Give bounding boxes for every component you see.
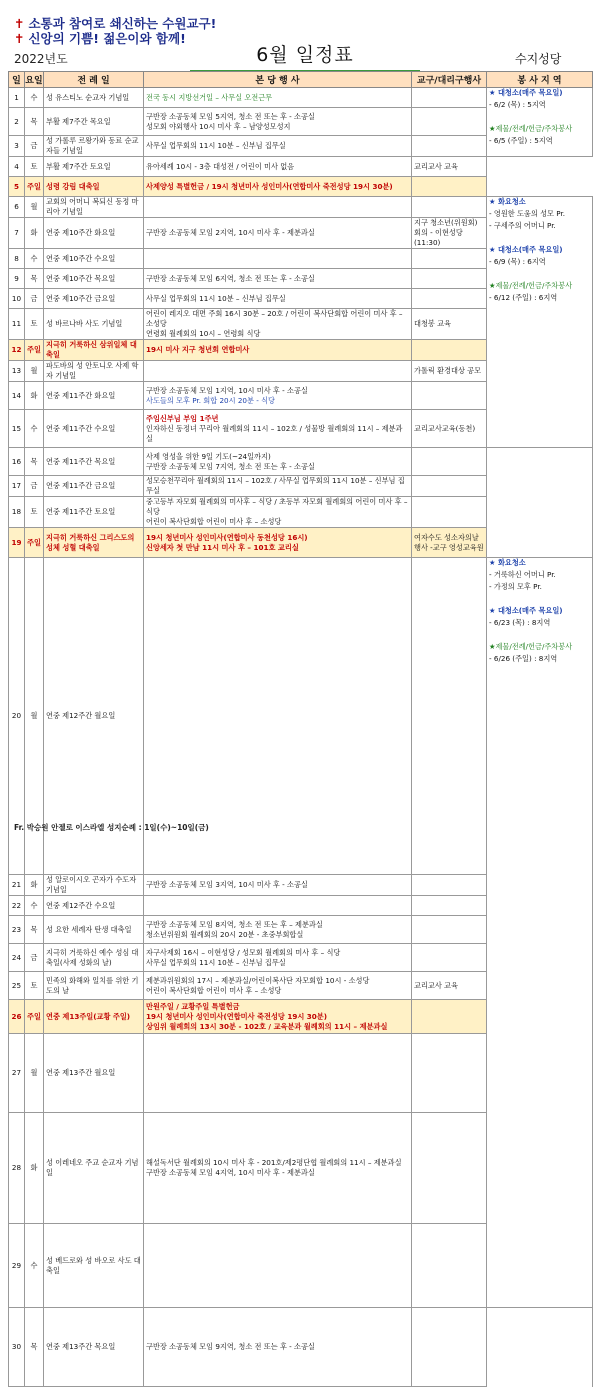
event-cell [144, 1307, 412, 1386]
weekday-cell: 화 [25, 218, 44, 249]
event-line: 청소년위원회 월례회의 20시 20분 - 초중부회합실 [146, 929, 304, 939]
event-line: 해설독서단 월례회의 10시 미사 후 - 201호/제2평단협 월례회의 11시 – 제분과실 [146, 1158, 402, 1168]
event-cell [144, 875, 412, 896]
weekday-cell: 토 [25, 972, 44, 1000]
day-cell: 29 [9, 1224, 25, 1307]
volunteer-line: ★제물/전례/헌금/주차봉사 [489, 642, 573, 651]
diocese-event-cell: 여자수도 성소자의날 행사 -교구 영성교육원 [412, 528, 487, 558]
event-line: 19시 청년미사 성인미사(연합미사 죽전성당 19시 30분) [146, 1011, 328, 1021]
liturgy-cell: 지극히 거룩하신 삼위일체 대축일 [44, 340, 144, 361]
day-cell: 4 [9, 157, 25, 177]
day-cell: 28 [9, 1113, 25, 1224]
day-cell: 22 [9, 896, 25, 916]
event-line: 구반장 소공동체 모임 3지역, 10시 미사 후 - 소공실 [146, 880, 308, 889]
table-row [9, 476, 593, 497]
column-header: 교구/대리구행사 [412, 72, 487, 88]
event-cell [144, 157, 412, 177]
liturgy-cell: 성 베드로와 성 바오로 사도 대축일 [44, 1224, 144, 1307]
liturgy-cell: 연중 제10주간 수요일 [44, 249, 144, 269]
event-cell [144, 269, 412, 289]
event-line: 구반장 소공동체 모임 8지역, 청소 전 또는 후 – 제분과실 [146, 919, 323, 929]
column-header: 본 당 행 사 [144, 72, 412, 88]
event-line: 만원주일 / 교황주일 특별헌금 [146, 1001, 240, 1011]
diocese-event-cell: 교리교사교육(동천) [412, 410, 487, 448]
weekday-cell: 목 [25, 916, 44, 944]
day-cell: 8 [9, 249, 25, 269]
liturgy-cell: 지극히 거룩하신 예수 성심 대축일(사제 성화의 날) [44, 944, 144, 972]
day-cell: 9 [9, 269, 25, 289]
event-cell [144, 972, 412, 1000]
weekday-cell: 목 [25, 448, 44, 476]
church-name: 수지성당 [515, 52, 562, 66]
table-row [9, 448, 593, 476]
footer-note: Fr. 박승원 안젤로 이스라엘 성지순례 : 1일(수)~10일(금) [14, 823, 209, 832]
volunteer-line: - 가정의 모후 Pr. [489, 582, 542, 591]
diocese-event-cell [412, 88, 487, 108]
event-line: 구반장 소공동체 모임 7지역, 청소 전 또는 후 - 소공실 [146, 461, 315, 471]
liturgy-cell: 성 이레네오 주교 순교자 기념일 [44, 1113, 144, 1224]
event-line: 전국 동시 지방선거일 – 사무실 오전근무 [146, 92, 273, 102]
day-cell: 18 [9, 497, 25, 528]
liturgy-cell: 성 바르나바 사도 기념일 [44, 309, 144, 340]
diocese-event-cell: 대청봉 교육 [412, 309, 487, 340]
volunteer-cell [487, 558, 593, 1308]
event-line: 구반장 소공동체 모임 1지역, 10시 미사 후 - 소공실 [146, 385, 308, 395]
liturgy-cell: 성 가롤루 르왕가와 동료 순교자들 기념일 [44, 136, 144, 157]
event-line: 자구사제회 16시 – 이현성당 / 성모회 월례회의 미사 후 – 식당 [146, 947, 341, 957]
weekday-cell: 월 [25, 197, 44, 218]
volunteer-line: - 구세주의 어머니 Pr. [489, 221, 556, 230]
weekday-cell: 목 [25, 269, 44, 289]
event-line: 사무실 업무회의 11시 10분 – 신부님 집무실 [146, 141, 286, 150]
table-body [9, 88, 593, 1387]
volunteer-line: ★제물/전례/헌금/주차봉사 [489, 124, 573, 133]
diocese-event-cell: 가톨릭 환경대상 공모 [412, 361, 487, 382]
table-row [9, 177, 593, 197]
table-row [9, 528, 593, 558]
event-line: 어린이 복사단회합 어린이 미사 후 – 소성당 [146, 517, 282, 526]
diocese-event-cell [412, 916, 487, 944]
event-line: 인자하신 동정녀 꾸리아 월례회의 11시 – 102호 / 성물방 월례회의 11시 – 제분과실 [146, 423, 403, 443]
column-header: 전 례 일 [44, 72, 144, 88]
volunteer-line: - 거룩하신 어머니 Pr. [489, 570, 556, 579]
event-cell [144, 944, 412, 972]
event-line: 구반장 소공동체 모임 2지역, 10시 미사 후 - 제분과실 [146, 228, 315, 237]
event-line: 어린이 레지오 대면 주회 16시 30분 – 20호 / 어린이 복사단회합 어린이 미사 후 – 소성당 [146, 309, 403, 328]
weekday-cell: 월 [25, 558, 44, 875]
event-line: 신앙세자 첫 만남 11시 미사 후 – 101호 교리실 [146, 542, 299, 552]
weekday-cell: 주일 [25, 340, 44, 361]
event-line: 사무실 업무회의 11시 10분 – 신부님 집무실 [146, 293, 286, 303]
slogan-2 [14, 29, 186, 47]
weekday-cell: 월 [25, 361, 44, 382]
day-cell: 24 [9, 944, 25, 972]
event-line: 19시 청년미사 성인미사(연합미사 동천성당 16시) [146, 532, 308, 542]
day-cell: 26 [9, 1000, 25, 1034]
event-line: 유아세례 10시 - 3층 대성전 / 어린이 미사 없음 [146, 161, 295, 171]
diocese-event-cell [412, 896, 487, 916]
weekday-cell: 수 [25, 410, 44, 448]
diocese-event-cell: 지구 청소년(위원회) 회의 - 이현성당(11:30) [412, 218, 487, 249]
day-cell: 16 [9, 448, 25, 476]
event-line: 중고등부 자모회 월례회의 미사후 – 식당 / 초등부 자모회 월례회의 어린이 미사 후 – 식당 [146, 497, 408, 516]
day-cell: 13 [9, 361, 25, 382]
slogan-2-text: 신앙의 기쁨! 젊은이와 함께! [28, 31, 186, 46]
event-line: 사무실 업무회의 11시 10분 – 신부님 집무실 [146, 957, 286, 967]
diocese-event-cell [412, 1000, 487, 1034]
day-cell: 15 [9, 410, 25, 448]
diocese-event-cell [412, 177, 487, 197]
weekday-cell: 목 [25, 1307, 44, 1386]
liturgy-cell: 연중 제12주간 월요일 [44, 558, 144, 875]
event-line: 성모회 야외행사 10시 미사 후 – 남양성모성지 [146, 121, 291, 131]
weekday-cell: 화 [25, 1113, 44, 1224]
year-label: 2022년도 [14, 52, 68, 66]
table-row [9, 157, 593, 177]
event-cell [144, 88, 412, 108]
liturgy-cell: 연중 제13주일(교황 주일) [44, 1000, 144, 1034]
event-line: 연령회 월례회의 10시 – 연령회 식당 [146, 329, 261, 338]
diocese-event-cell [412, 1113, 487, 1224]
volunteer-line: - 6/9 (목) : 6지역 [489, 257, 546, 266]
event-line: 19시 미사 지구 청년회 연합미사 [146, 345, 250, 354]
diocese-event-cell [412, 108, 487, 136]
weekday-cell: 수 [25, 896, 44, 916]
diocese-event-cell [412, 1034, 487, 1113]
event-line: 구반장 소공동체 모임 5지역, 청소 전 또는 후 - 소공실 [146, 111, 315, 121]
volunteer-line: - 6/5 (주일) : 5지역 [489, 136, 553, 145]
liturgy-cell: 교회의 어머니 복되신 동정 마리아 기념일 [44, 197, 144, 218]
volunteer-line: - 6/12 (주일) : 6지역 [489, 293, 558, 302]
slogan-1-text: 소통과 참여로 쇄신하는 수원교구! [28, 16, 217, 31]
volunteer-line: - 6/2 (목) : 5지역 [489, 100, 546, 109]
day-cell: 3 [9, 136, 25, 157]
liturgy-cell: 성령 강림 대축일 [44, 177, 144, 197]
event-line: 상임위 월례회의 13시 30분 - 102호 / 교육분과 월례회의 11시 – 제분과실 [146, 1021, 388, 1031]
day-cell: 2 [9, 108, 25, 136]
weekday-cell: 목 [25, 108, 44, 136]
event-line: 사제양성 특별헌금 / 19시 청년미사 성인미사(연합미사 죽전성당 19시 30분) [146, 181, 393, 191]
volunteer-line: ★ 화요청소 [489, 558, 526, 567]
event-cell [144, 361, 412, 382]
diocese-event-cell [412, 476, 487, 497]
event-cell [144, 1000, 412, 1034]
event-line: 구반장 소공동체 모임 6지역, 청소 전 또는 후 - 소공실 [146, 273, 315, 283]
event-cell [144, 136, 412, 157]
event-cell [144, 177, 412, 197]
weekday-cell: 화 [25, 382, 44, 410]
diocese-event-cell [412, 136, 487, 157]
cross-icon: ✝ [14, 16, 25, 31]
weekday-cell: 금 [25, 289, 44, 309]
liturgy-cell: 부활 제7주간 목요일 [44, 108, 144, 136]
day-cell: 17 [9, 476, 25, 497]
event-cell [144, 476, 412, 497]
diocese-event-cell [412, 1307, 487, 1386]
liturgy-cell: 부활 제7주간 토요일 [44, 157, 144, 177]
weekday-cell: 수 [25, 1224, 44, 1307]
weekday-cell: 수 [25, 249, 44, 269]
day-cell: 14 [9, 382, 25, 410]
table-header-row [9, 72, 593, 88]
weekday-cell: 금 [25, 944, 44, 972]
day-cell: 7 [9, 218, 25, 249]
weekday-cell: 주일 [25, 1000, 44, 1034]
event-cell [144, 896, 412, 916]
event-cell [144, 448, 412, 476]
volunteer-line: ★ 대청소(매주 목요일) [489, 88, 563, 97]
event-cell [144, 382, 412, 410]
volunteer-line [489, 112, 590, 124]
event-cell [144, 249, 412, 269]
event-cell [144, 1113, 412, 1224]
diocese-event-cell [412, 340, 487, 361]
table-row [9, 497, 593, 528]
table-row [9, 1307, 593, 1386]
weekday-cell: 금 [25, 136, 44, 157]
volunteer-line: ★ 대청소(매주 목요일) [489, 606, 563, 615]
diocese-event-cell [412, 448, 487, 476]
liturgy-cell: 연중 제11주간 수요일 [44, 410, 144, 448]
day-cell: 6 [9, 197, 25, 218]
diocese-event-cell [412, 249, 487, 269]
liturgy-cell: 성 알로이시오 곤자가 수도자 기념일 [44, 875, 144, 896]
event-cell [144, 1224, 412, 1307]
diocese-event-cell [412, 1224, 487, 1307]
weekday-cell: 수 [25, 88, 44, 108]
liturgy-cell: 성 유스티노 순교자 기념일 [44, 88, 144, 108]
liturgy-cell: 파도바의 성 안토니오 사제 학자 기념일 [44, 361, 144, 382]
liturgy-cell: 연중 제13주간 목요일 [44, 1307, 144, 1386]
event-line: 제분과위원회의 17시 – 제분과실/어린이복사단 자모회합 10시 - 소성당 [146, 975, 370, 985]
event-cell [144, 410, 412, 448]
event-line: 사제 영성을 위한 9일 기도(~24일까지) [146, 451, 271, 461]
column-header: 요일 [25, 72, 44, 88]
event-cell [144, 289, 412, 309]
day-cell: 23 [9, 916, 25, 944]
diocese-event-cell [412, 558, 487, 875]
diocese-event-cell [412, 497, 487, 528]
volunteer-line: - 영원한 도움의 성모 Pr. [489, 209, 566, 218]
diocese-event-cell [412, 944, 487, 972]
event-cell [144, 309, 412, 340]
liturgy-cell: 성 요한 세례자 탄생 대축일 [44, 916, 144, 944]
event-line: 구반장 소공동체 모임 4지역, 10시 미사 후 - 제분과실 [146, 1168, 315, 1178]
day-cell: 27 [9, 1034, 25, 1113]
volunteer-cell [487, 197, 593, 448]
weekday-cell: 토 [25, 497, 44, 528]
event-cell [144, 528, 412, 558]
diocese-event-cell [412, 875, 487, 896]
day-cell: 12 [9, 340, 25, 361]
event-line: 어린이 복사단회합 어린이 미사 후 – 소성당 [146, 985, 282, 995]
volunteer-line [489, 269, 590, 281]
day-cell: 1 [9, 88, 25, 108]
day-cell: 21 [9, 875, 25, 896]
liturgy-cell: 연중 제13주간 월요일 [44, 1034, 144, 1113]
table-row [9, 197, 593, 218]
event-line: 구반장 소공동체 모임 9지역, 청소 전 또는 후 - 소공실 [146, 1341, 315, 1351]
day-cell: 20 [9, 558, 25, 875]
liturgy-cell: 연중 제11주간 금요일 [44, 476, 144, 497]
event-cell [144, 197, 412, 218]
liturgy-cell: 연중 제11주간 토요일 [44, 497, 144, 528]
liturgy-cell: 연중 제10주간 금요일 [44, 289, 144, 309]
day-cell: 5 [9, 177, 25, 197]
volunteer-line: ★제물/전례/헌금/주차봉사 [489, 281, 573, 290]
day-cell: 19 [9, 528, 25, 558]
event-cell [144, 108, 412, 136]
diocese-event-cell: 교리교사 교육 [412, 157, 487, 177]
volunteer-line: ★ 화요청소 [489, 197, 526, 206]
weekday-cell: 월 [25, 1034, 44, 1113]
column-header: 봉 사 지 역 [487, 72, 593, 88]
weekday-cell: 주일 [25, 177, 44, 197]
event-line: 사도들의 모후 Pr. 회합 20시 20분 - 식당 [146, 395, 275, 405]
day-cell: 10 [9, 289, 25, 309]
weekday-cell: 화 [25, 875, 44, 896]
cross-icon: ✝ [14, 31, 25, 46]
liturgy-cell: 연중 제10주간 화요일 [44, 218, 144, 249]
diocese-event-cell [412, 197, 487, 218]
liturgy-cell: 연중 제11주간 목요일 [44, 448, 144, 476]
volunteer-line [489, 594, 590, 606]
volunteer-line: - 6/26 (주일) : 8지역 [489, 654, 558, 663]
volunteer-line [489, 630, 590, 642]
event-cell [144, 497, 412, 528]
liturgy-cell: 민족의 화해와 일치를 위한 기도의 날 [44, 972, 144, 1000]
page-title: 6월 일정표 [190, 40, 420, 72]
event-cell [144, 1034, 412, 1113]
volunteer-line [489, 233, 590, 245]
event-line: 성모승천꾸리아 월례회의 11시 – 102호 / 사무실 업무회의 11시 10분 – 신부님 집무실 [146, 476, 405, 495]
diocese-event-cell [412, 289, 487, 309]
volunteer-cell [487, 88, 593, 157]
volunteer-line: - 6/23 (목) : 8지역 [489, 618, 551, 627]
liturgy-cell: 연중 제12주간 수요일 [44, 896, 144, 916]
weekday-cell: 토 [25, 309, 44, 340]
liturgy-cell: 연중 제10주간 목요일 [44, 269, 144, 289]
day-cell: 11 [9, 309, 25, 340]
column-header: 일 [9, 72, 25, 88]
table-row [9, 88, 593, 108]
diocese-event-cell [412, 382, 487, 410]
liturgy-cell: 연중 제11주간 화요일 [44, 382, 144, 410]
volunteer-line: ★ 대청소(매주 목요일) [489, 245, 563, 254]
day-cell: 30 [9, 1307, 25, 1386]
weekday-cell: 금 [25, 476, 44, 497]
diocese-event-cell [412, 269, 487, 289]
event-cell [144, 340, 412, 361]
event-cell [144, 218, 412, 249]
weekday-cell: 토 [25, 157, 44, 177]
liturgy-cell: 지극히 거룩하신 그리스도의 성체 성혈 대축일 [44, 528, 144, 558]
event-cell [144, 916, 412, 944]
schedule-table [8, 71, 593, 1387]
day-cell: 25 [9, 972, 25, 1000]
event-line: 주임신부님 부임 1주년 [146, 413, 219, 423]
weekday-cell: 주일 [25, 528, 44, 558]
diocese-event-cell: 교리교사 교육 [412, 972, 487, 1000]
